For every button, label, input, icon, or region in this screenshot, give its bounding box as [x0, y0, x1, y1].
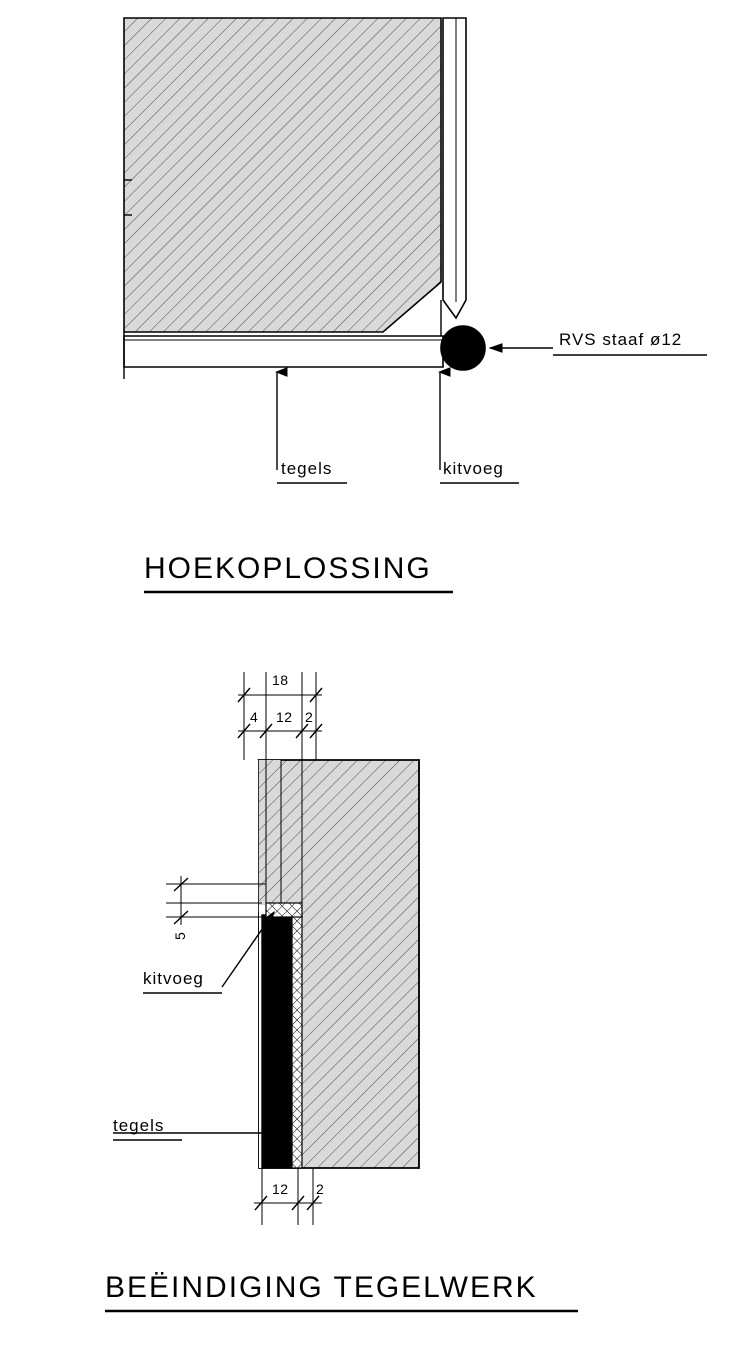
- callout-kitvoeg-2: kitvoeg: [143, 969, 204, 988]
- callout-tegels-2: tegels: [113, 1116, 165, 1135]
- tile-column-black: [262, 915, 292, 1168]
- callout-kitvoeg: kitvoeg: [443, 459, 504, 478]
- callout-rvs-staaf: RVS staaf ø12: [559, 330, 683, 349]
- detail-hoekoplossing: [124, 18, 707, 483]
- detail-beeindiging-tegelwerk: [113, 672, 419, 1225]
- wall-body-hatched: [124, 18, 441, 332]
- dimension-top-right: 2: [305, 709, 314, 725]
- horizontal-tile-layer: [124, 336, 443, 367]
- dimension-top-mid: 12: [276, 709, 293, 725]
- rvs-bar-circle: [441, 326, 485, 370]
- dimension-bottom-right: 2: [316, 1181, 325, 1197]
- detail-title-hoekoplossing: HOEKOPLOSSING: [144, 552, 432, 585]
- dimension-bottom-mid: 12: [272, 1181, 289, 1197]
- callout-tegels: tegels: [281, 459, 333, 478]
- dimension-top-total: 18: [272, 672, 289, 688]
- adhesive-strip: [292, 915, 302, 1168]
- detail-title-beeindiging-tegelwerk: BEËINDIGING TEGELWERK: [105, 1271, 538, 1304]
- vertical-tile-strip: [443, 18, 466, 318]
- dimension-left-vertical: 5: [172, 931, 188, 940]
- dimension-top-left: 4: [250, 709, 259, 725]
- wall-bevel-fill: [259, 760, 281, 905]
